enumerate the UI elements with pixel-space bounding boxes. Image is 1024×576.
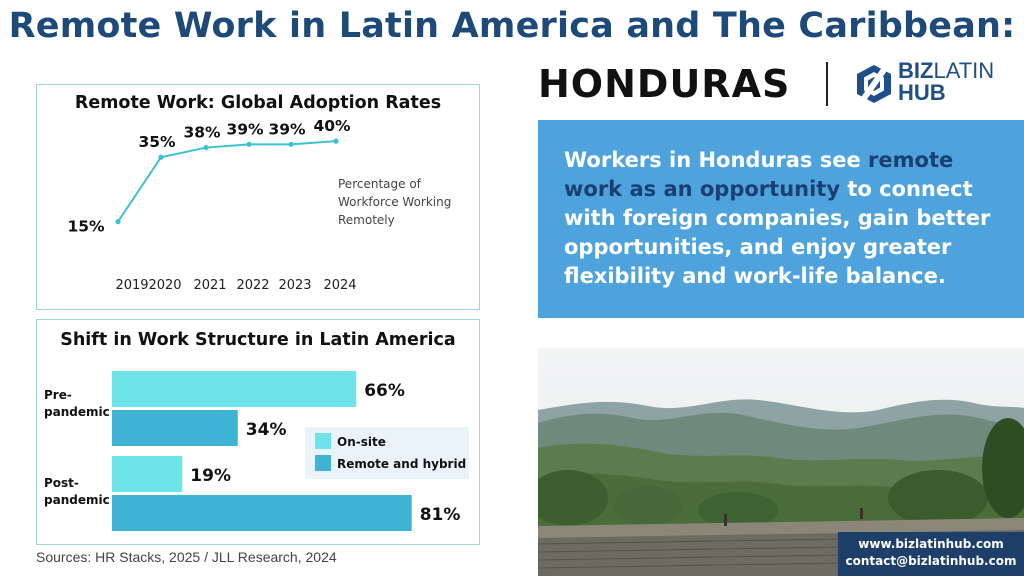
bar-value-label: 81%: [419, 505, 461, 525]
legend-label: Remote and hybrid: [337, 457, 467, 471]
email-link[interactable]: contact@bizlatinhub.com: [845, 554, 1017, 568]
bar-chart: [37, 320, 479, 544]
line-chart: [37, 85, 479, 309]
x-tick-label: 2024: [323, 278, 357, 293]
data-point: [288, 142, 293, 147]
x-tick-label: 2019: [115, 278, 149, 293]
bizlatinhub-logo-icon: [855, 64, 893, 104]
category-label: Pre-: [44, 388, 72, 402]
series-line: [118, 141, 336, 222]
annotation-line: Remotely: [338, 213, 395, 227]
line-chart-title: Remote Work: Global Adoption Rates: [74, 93, 442, 113]
data-label: 35%: [138, 133, 176, 152]
data-point: [203, 145, 208, 150]
bar-value-label: 66%: [364, 381, 405, 401]
logo-biz: BIZ: [898, 58, 934, 83]
country-heading: HONDURAS: [538, 62, 791, 106]
x-tick-label: 2020: [148, 278, 182, 293]
x-tick-label: 2023: [278, 278, 312, 293]
data-point: [333, 139, 338, 144]
contact-box: [838, 532, 1024, 576]
legend-label: On-site: [337, 435, 386, 449]
bar: [112, 410, 238, 446]
data-label: 39%: [226, 120, 264, 139]
callout-text-after: to connect with foreign companies, gain better opportunities, and enjoy greater flexibility and work-life balance.: [564, 177, 991, 288]
website-link[interactable]: www.bizlatinhub.com: [858, 537, 1004, 551]
data-label: 15%: [67, 217, 105, 236]
page-title: Remote Work in Latin America and The Caribbean:: [8, 6, 1016, 46]
logo-wordmark: [898, 60, 994, 104]
callout-text: [564, 146, 1004, 291]
data-point: [158, 155, 163, 160]
bar: [112, 495, 412, 531]
sources-note: Sources: HR Stacks, 2025 / JLL Research, 2024: [36, 549, 337, 565]
annotation-line: Percentage of: [338, 177, 421, 191]
header-divider: [826, 62, 828, 106]
logo-hub: HUB: [898, 80, 946, 105]
bar-chart-title: Shift in Work Structure in Latin America: [60, 330, 456, 350]
legend-swatch: [315, 455, 331, 471]
x-tick-label: 2022: [236, 278, 270, 293]
bar-value-label: 34%: [245, 420, 287, 440]
data-point: [115, 219, 120, 224]
bar: [112, 371, 356, 407]
callout-text-before: Workers in Honduras see: [564, 148, 869, 172]
data-label: 40%: [313, 117, 351, 136]
legend-swatch: [315, 433, 331, 449]
line-chart-panel: [36, 84, 480, 310]
bar: [112, 456, 182, 492]
data-point: [246, 142, 251, 147]
category-label: Post-: [44, 476, 79, 490]
category-label: pandemic: [44, 493, 110, 507]
bar-chart-panel: [36, 319, 480, 545]
data-label: 39%: [268, 120, 306, 139]
bar-value-label: 19%: [190, 466, 232, 486]
x-tick-label: 2021: [193, 278, 227, 293]
callout-box: [538, 120, 1024, 318]
category-label: pandemic: [44, 405, 110, 419]
logo-latin: LATIN: [933, 58, 995, 83]
data-label: 38%: [183, 123, 221, 142]
callout-highlight: remote work as an opportunity: [564, 148, 954, 201]
annotation-line: Workforce Working: [338, 195, 452, 209]
